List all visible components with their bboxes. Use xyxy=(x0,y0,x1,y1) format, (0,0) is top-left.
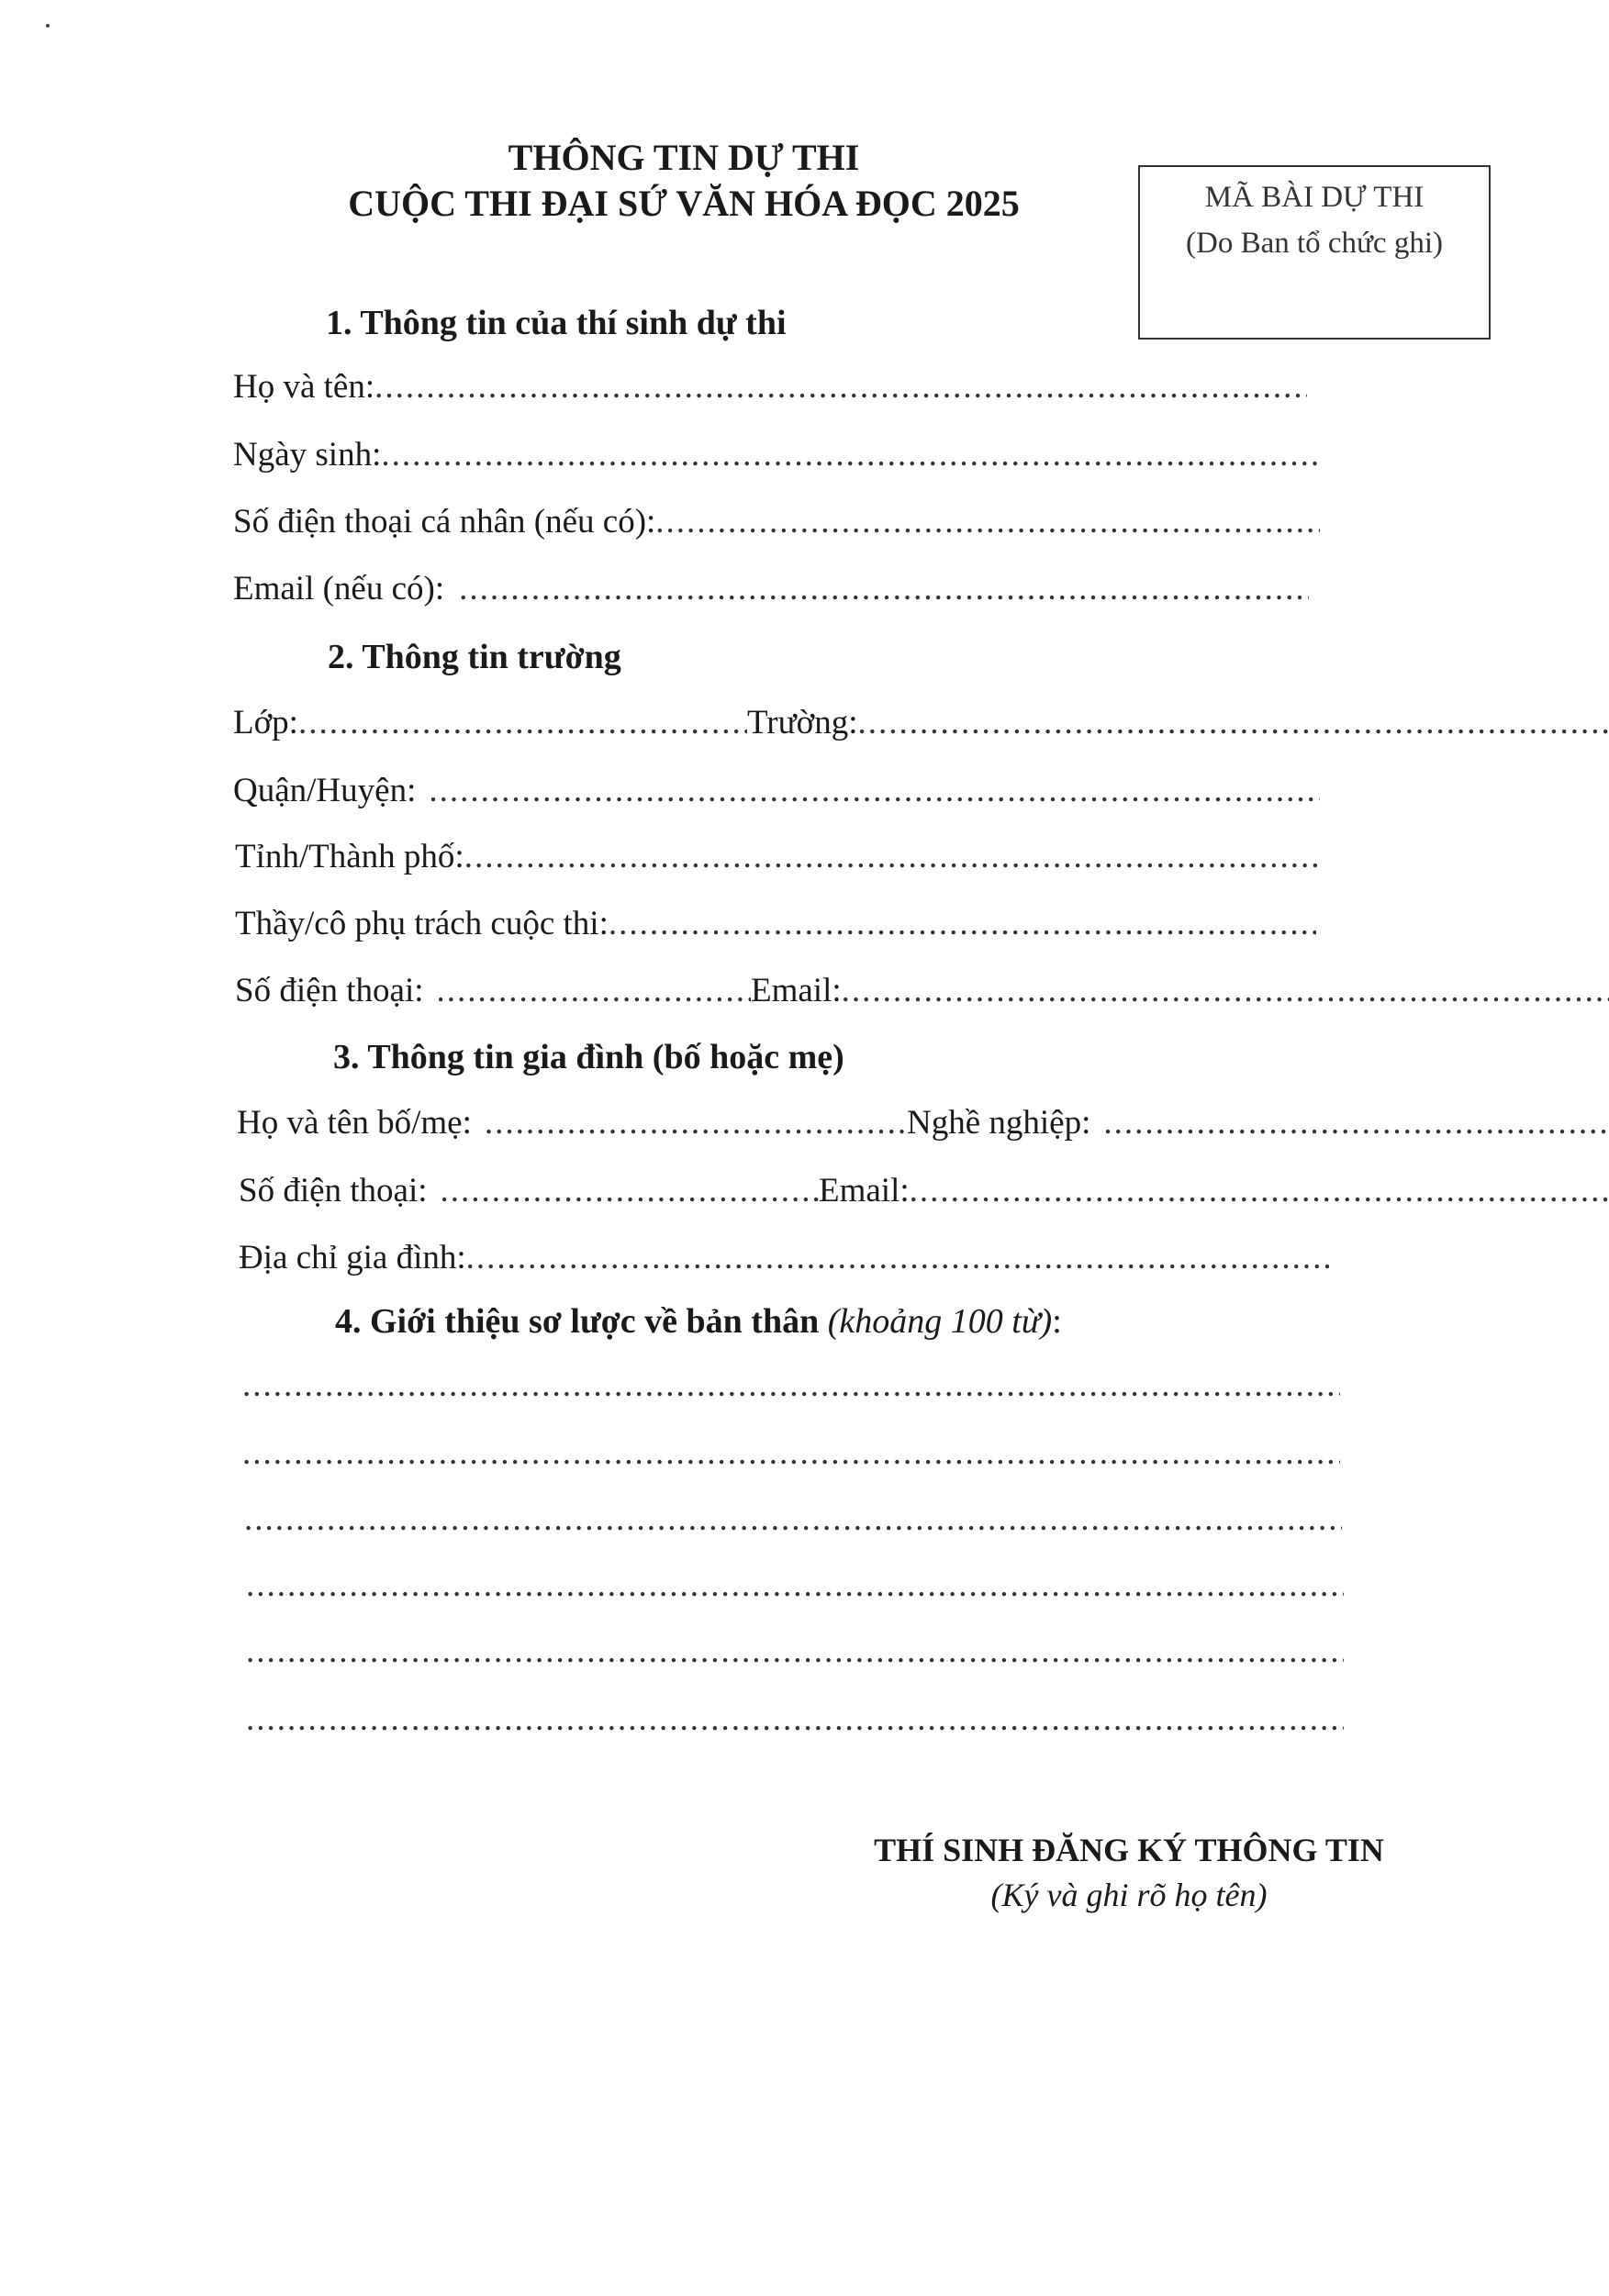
intro-line-2[interactable] xyxy=(242,1433,1340,1466)
title-line-2: CUỘC THI ĐẠI SỨ VĂN HÓA ĐỌC 2025 xyxy=(348,183,1020,224)
parent-row xyxy=(237,1103,1329,1142)
signature-note: (Ký và ghi rõ họ tên) xyxy=(990,1877,1268,1913)
dob-fill[interactable] xyxy=(381,435,1320,474)
teacher-email-field[interactable] xyxy=(751,971,1609,1010)
intro-line-4[interactable] xyxy=(246,1566,1344,1599)
personal-email-label: Email (nếu có): xyxy=(233,570,445,607)
province-fill[interactable] xyxy=(464,837,1322,876)
personal-phone-fill[interactable] xyxy=(655,502,1320,541)
parent-contact-row xyxy=(239,1171,1329,1210)
parent-name-field[interactable] xyxy=(237,1103,907,1142)
full-name-label: Họ và tên: xyxy=(233,368,375,406)
parent-email-label: Email: xyxy=(819,1172,910,1209)
intro-line-1[interactable] xyxy=(242,1365,1340,1399)
section-2-heading: 2. Thông tin trường xyxy=(328,638,621,676)
address-field[interactable] xyxy=(239,1238,1329,1277)
school-label: Trường: xyxy=(747,704,858,741)
parent-phone-fill[interactable] xyxy=(441,1171,819,1210)
teacher-label: Thầy/cô phụ trách cuộc thi: xyxy=(235,905,609,942)
parent-email-field[interactable] xyxy=(819,1171,1609,1210)
scan-speck xyxy=(46,24,50,28)
class-field[interactable] xyxy=(233,703,747,742)
intro-line-5[interactable] xyxy=(246,1632,1344,1665)
parent-phone-field[interactable] xyxy=(239,1171,819,1210)
title-line-1: THÔNG TIN DỰ THI xyxy=(508,137,860,178)
class-label: Lớp: xyxy=(233,704,298,741)
school-field[interactable] xyxy=(747,703,1609,742)
teacher-phone-label: Số điện thoại: xyxy=(235,972,424,1009)
section-4-colon: : xyxy=(1052,1302,1062,1341)
personal-phone-field[interactable] xyxy=(233,502,1320,541)
parent-name-label: Họ và tên bố/mẹ: xyxy=(237,1104,472,1142)
class-school-row xyxy=(233,703,1322,742)
section-4-heading: 4. Giới thiệu sơ lược về bản thân xyxy=(335,1302,820,1341)
occupation-fill[interactable] xyxy=(1103,1103,1609,1142)
intro-line-3[interactable] xyxy=(244,1499,1342,1533)
address-fill[interactable] xyxy=(466,1238,1329,1277)
entry-code-box xyxy=(1138,165,1491,340)
district-label: Quận/Huyện: xyxy=(233,772,417,809)
section-4-heading-row xyxy=(335,1301,1062,1342)
entry-code-label: MÃ BÀI DỰ THI xyxy=(1204,181,1425,214)
class-fill[interactable] xyxy=(298,703,747,742)
section-3-heading: 3. Thông tin gia đình (bố hoặc mẹ) xyxy=(333,1038,844,1076)
dob-label: Ngày sinh: xyxy=(233,436,382,474)
district-fill[interactable] xyxy=(429,771,1320,810)
full-name-fill[interactable] xyxy=(374,367,1307,407)
teacher-phone-fill[interactable] xyxy=(437,971,751,1010)
province-label: Tỉnh/Thành phố: xyxy=(235,838,464,875)
parent-name-fill[interactable] xyxy=(485,1103,907,1142)
teacher-email-fill[interactable] xyxy=(842,971,1609,1010)
signature-area[interactable] xyxy=(936,1936,1322,2074)
signature-title: THÍ SINH ĐĂNG KÝ THÔNG TIN xyxy=(874,1832,1384,1868)
parent-phone-label: Số điện thoại: xyxy=(239,1172,428,1209)
province-field[interactable] xyxy=(235,837,1322,876)
parent-email-fill[interactable] xyxy=(910,1171,1609,1210)
dob-field[interactable] xyxy=(233,435,1320,474)
section-1-heading: 1. Thông tin của thí sinh dự thi xyxy=(326,304,787,342)
personal-email-fill[interactable] xyxy=(459,569,1309,608)
occupation-field[interactable] xyxy=(907,1103,1609,1142)
teacher-phone-field[interactable] xyxy=(235,971,751,1010)
teacher-fill[interactable] xyxy=(609,904,1316,943)
teacher-field[interactable] xyxy=(235,904,1316,943)
occupation-label: Nghề nghiệp: xyxy=(907,1104,1091,1142)
address-label: Địa chỉ gia đình: xyxy=(239,1239,466,1276)
teacher-contact-row xyxy=(235,971,1324,1010)
district-field[interactable] xyxy=(233,771,1320,810)
entry-code-note: (Do Ban tổ chức ghi) xyxy=(1186,227,1443,260)
full-name-field[interactable] xyxy=(233,367,1307,407)
teacher-email-label: Email: xyxy=(751,972,842,1009)
school-fill[interactable] xyxy=(858,703,1609,742)
section-4-word-limit: (khoảng 100 từ) xyxy=(827,1302,1053,1341)
personal-email-field[interactable] xyxy=(233,569,1309,608)
intro-line-6[interactable] xyxy=(246,1700,1344,1733)
personal-phone-label: Số điện thoại cá nhân (nếu có): xyxy=(233,503,656,541)
